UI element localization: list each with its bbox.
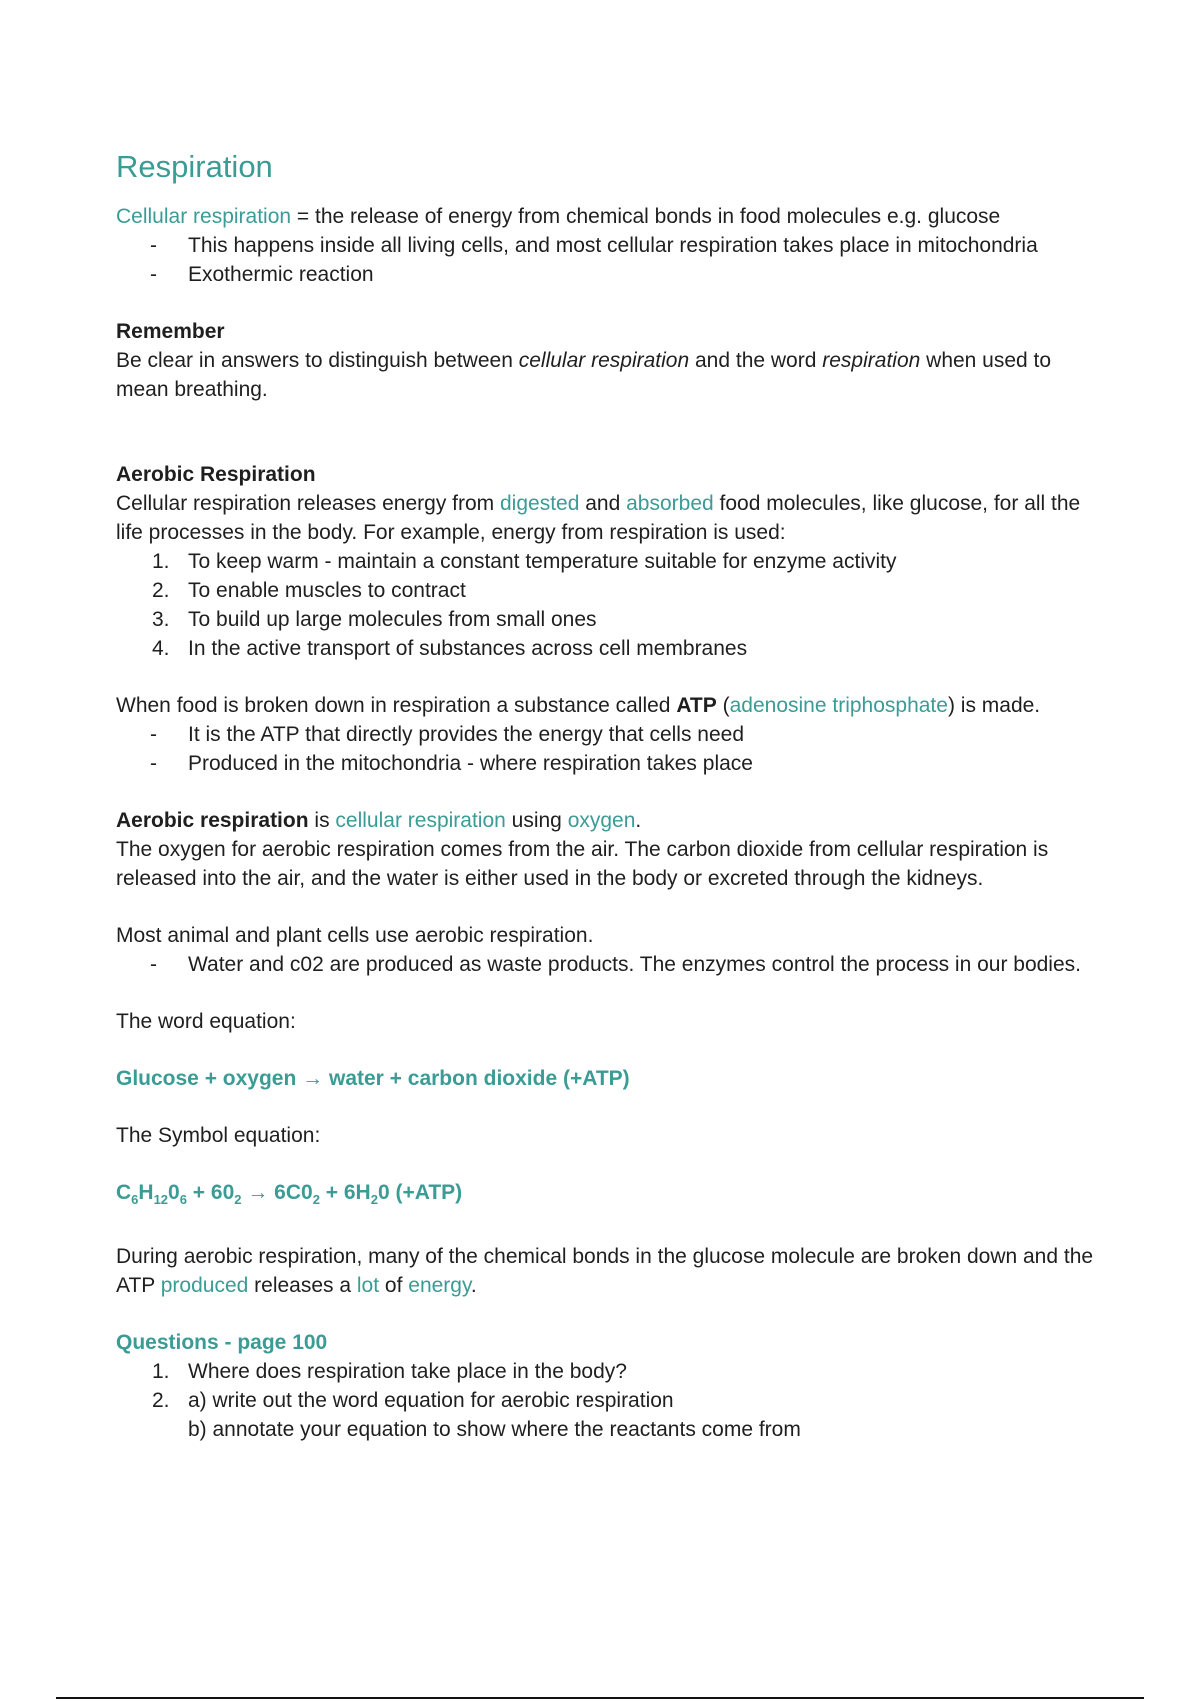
footer-divider <box>56 1697 1144 1699</box>
questions-heading: Questions - page 100 <box>116 1331 328 1355</box>
cells-paragraph: Most animal and plant cells use aerobic respiration. <box>116 924 594 947</box>
list-item: - Water and c02 are produced as waste products. The enzymes control the process in our bodies. <box>116 950 1096 979</box>
list-item: 2. a) write out the word equation for aerobic respiration b) annotate your equation to show where the reactants come from <box>152 1389 801 1442</box>
oxygen-source-paragraph: The oxygen for aerobic respiration comes from the air. The carbon dioxide from cellular respiration is released into the air, and the water is either used in the body or excreted through the kidneys. <box>116 838 1049 890</box>
aerobic-definition: Aerobic respiration is cellular respiration using oxygen. <box>116 809 642 832</box>
atp-paragraph: When food is broken down in respiration a substance called ATP (adenosine triphosphate) is made. <box>116 694 1041 717</box>
list-item: - Exothermic reaction <box>116 260 1096 289</box>
word-equation: Glucose + oxygen → water + carbon dioxide (+ATP) <box>116 1067 630 1090</box>
word-equation-label: The word equation: <box>116 1010 296 1033</box>
list-item: 2. To enable muscles to contract <box>152 579 466 602</box>
list-item: - It is the ATP that directly provides the energy that cells need <box>116 720 1096 749</box>
list-item: 3. To build up large molecules from small ones <box>152 608 597 631</box>
list-item: 1. To keep warm - maintain a constant temperature suitable for enzyme activity <box>152 550 897 573</box>
aerobic-paragraph: Cellular respiration releases energy from digested and absorbed food molecules, like glucose, for all the life processes in the body. For example, energy from respiration is used: <box>116 492 1081 544</box>
remember-heading: Remember <box>116 320 225 343</box>
list-item: 4. In the active transport of substances across cell membranes <box>152 637 748 660</box>
intro-definition: Cellular respiration = the release of energy from chemical bonds in food molecules e.g. glucose <box>116 205 1001 228</box>
aerobic-heading: Aerobic Respiration <box>116 463 316 486</box>
intro-bullets <box>116 231 1096 289</box>
list-item: 1. Where does respiration take place in the body? <box>152 1360 627 1384</box>
remember-text: Be clear in answers to distinguish between cellular respiration and the word respiration when used to mean breathing. <box>116 349 1052 401</box>
list-item: - This happens inside all living cells, and most cellular respiration takes place in mitochondria <box>116 231 1096 260</box>
atp-bullets <box>116 720 1096 778</box>
list-item: - Produced in the mitochondria - where respiration takes place <box>116 749 1096 778</box>
term-cellular-respiration: Cellular respiration <box>116 205 292 228</box>
during-paragraph: During aerobic respiration, many of the chemical bonds in the glucose molecule are broken down and the ATP produced releases a lot of energy. <box>116 1245 1094 1298</box>
cells-bullets <box>116 950 1096 979</box>
symbol-equation-label: The Symbol equation: <box>116 1124 321 1147</box>
symbol-equation: $C_6H_{12}0_6 + 60_2 \to 6C0_2 + 6H_20$ (+ATP) <box>116 1181 463 1208</box>
energy-uses-list <box>116 547 1096 663</box>
questions-list <box>116 1357 1096 1444</box>
page-title: Respiration <box>116 149 273 184</box>
document-page <box>116 148 1096 1444</box>
